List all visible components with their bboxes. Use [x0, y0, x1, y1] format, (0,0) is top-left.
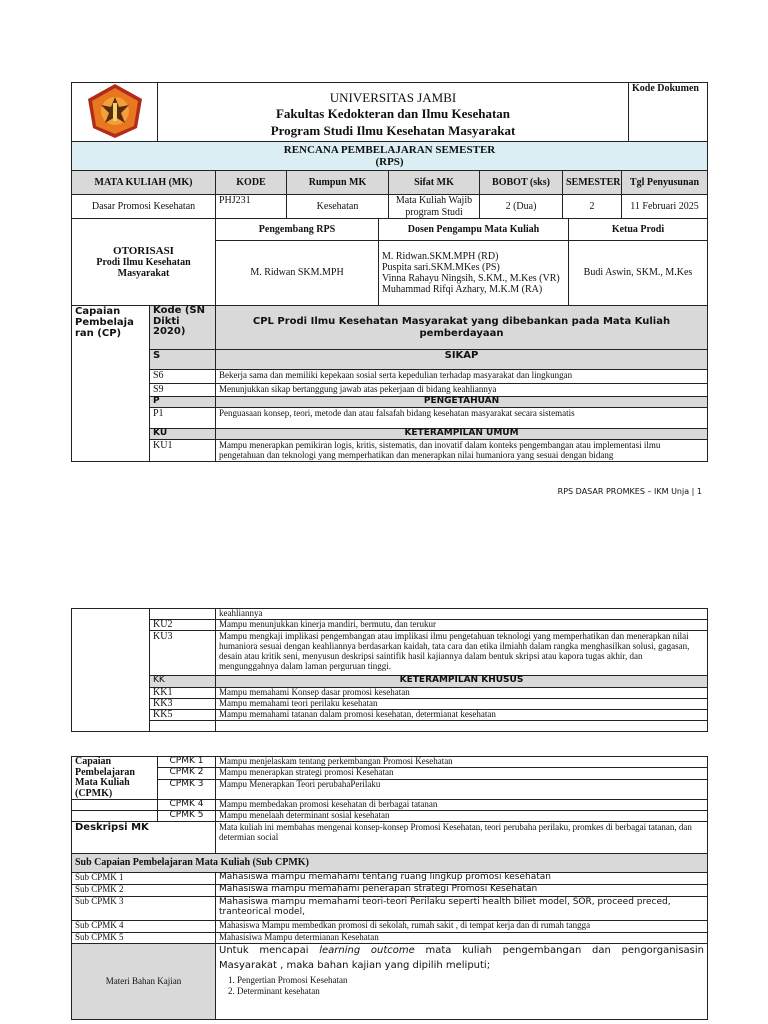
cpmk-text: Mampu menelaah determinant sosial kesehatan — [216, 811, 708, 822]
materi-list — [237, 975, 704, 996]
materi-item: 2. Determinant kesehatan — [237, 986, 704, 996]
materi-label: Materi Bahan Kajian — [72, 944, 216, 1020]
empty-cell — [72, 811, 158, 822]
sub-cpmk-code: Sub CPMK 3 — [72, 897, 216, 921]
mk-value: Dasar Promosi Kesehatan — [72, 195, 216, 219]
ku-title: KETERAMPILAN UMUM — [216, 429, 708, 440]
col-kode: KODE — [216, 171, 287, 195]
kk3-text: Mampu memahami teori perilaku kesehatan — [216, 699, 708, 710]
cpmk-code: CPMK 3 — [158, 779, 216, 800]
sub-cpmk-code: Sub CPMK 5 — [72, 933, 216, 944]
col-bobot: BOBOT (sks) — [480, 171, 563, 195]
otorisasi-sub: Prodi Ilmu Kesehatan Masyarakat — [96, 256, 191, 280]
pengembang-value: M. Ridwan SKM.MPH — [216, 241, 379, 306]
sub-cpmk-text: Mahasisiwa Mampu determianan Kesehatan — [216, 933, 708, 944]
s6-text: Bekerja sama dan memiliki kepekaan sosial serta kepedulian terhadap masyarakat dan lingkungan — [216, 370, 708, 384]
materi-content — [216, 944, 708, 1020]
materi-intro-b: mata kuliah pengembangan dan pengorganisasin Masyarakat , maka bahan kajian yang dipilih meliputi; — [219, 945, 704, 971]
s6-code: S6 — [150, 370, 216, 384]
ku3-code: KU3 — [150, 631, 216, 676]
dosen-item: M. Ridwan.SKM.MPH (RD) — [382, 250, 499, 262]
header-table — [71, 82, 708, 145]
p-code: P — [150, 397, 216, 408]
sub-cpmk-text: Mahasiswa mampu memahami teori-teori Perilaku seperti health biliet model, SOR, proceed preced, tranteorical model, — [216, 897, 708, 921]
s9-text: Menunjukkan sikap bertanggung jawab atas pekerjaan di bidang keahliannya — [216, 384, 708, 397]
logo-cell — [72, 83, 158, 145]
sub-cpmk-text: Mahasiswa mampu memahami penerapan strategi Promosi Kesehatan — [216, 885, 708, 897]
university-logo — [85, 83, 145, 139]
cpmk-text: Mampu menjelaskam tentang perkembangan Promosi Kesehatan — [216, 757, 708, 768]
col-sifat: Sifat MK — [389, 171, 480, 195]
col-ketua: Ketua Prodi — [569, 219, 708, 241]
p1-code: P1 — [150, 408, 216, 429]
dosen-item: Vinna Rahayu Ningsih, S.KM., M.Kes (VR) — [382, 273, 560, 284]
cpmk-code: CPMK 5 — [158, 811, 216, 822]
sub-cpmk-text: Mahasiswa mampu memahami tentang ruang lingkup promosi kesehatan — [216, 873, 708, 885]
semester-value: 2 — [563, 195, 622, 219]
materi-item: 1. Pengertian Promosi Kesehatan — [237, 975, 704, 985]
rps-title-line2: (RPS) — [375, 156, 404, 168]
otorisasi-table — [71, 218, 708, 306]
sikap-title: SIKAP — [216, 350, 708, 370]
cpmk-table — [71, 756, 708, 1020]
ketua-value: Budi Aswin, SKM., M.Kes — [569, 241, 708, 306]
cpmk-text: Mampu Menerapkan Teori perubahaPerilaku — [216, 779, 708, 800]
otorisasi-label: OTORISASI — [113, 244, 174, 257]
dosen-item: Muhammad Rifqi Azhary, M.K.M (RA) — [382, 284, 543, 296]
ku3-text: Mampu mengkaji implikasi pengembangan atau implikasi ilmu pengetahuan teknologi yang memperhatikan dan menerapkan nilai humaniora sesuai dengan keahliannya berdasarkan kaidah, tata cara dan etika ilmiahh dalam rangka menghasilkan solusi, gagasan, desain atau kritik seni, menyusun deskripsi saintifik hasil kajiannya dalam bentuk skripsi atau kapora tugas akhir, dan mengunggahnya dalam laman perguruan tinggi. — [216, 631, 708, 676]
kode-sn-label: Kode (SN Dikti 2020) — [150, 306, 216, 350]
institution-header — [158, 83, 629, 145]
cp-label-continued — [72, 609, 150, 732]
faculty-name: Fakultas Kedokteran dan Ilmu Kesehatan — [275, 106, 511, 122]
ku1-code: KU1 — [150, 440, 216, 462]
kk3-code: KK3 — [150, 699, 216, 710]
deskripsi-text: Mata kuliah ini membahas mengenai konsep-konsep Promosi Kesehatan, teori perubaha perilaku, promkes di berbagai tatanan, dan determian social — [216, 822, 708, 854]
cpl-header: CPL Prodi Ilmu Kesehatan Masyarakat yang dibebankan pada Mata Kuliah pemberdayaan — [216, 306, 708, 350]
kk-title: KETERAMPILAN KHUSUS — [216, 676, 708, 688]
rps-title — [72, 142, 708, 171]
kk-code: KK — [150, 676, 216, 688]
kode-value: PHJ231 — [216, 195, 287, 219]
empty-cell — [72, 800, 158, 811]
rps-table — [71, 141, 708, 219]
col-semester: SEMESTER — [563, 171, 622, 195]
col-dosen: Dosen Pengampu Mata Kuliah — [379, 219, 569, 241]
sub-cpmk-code: Sub CPMK 1 — [72, 873, 216, 885]
deskripsi-label: Deskripsi MK — [72, 822, 216, 854]
p-title: PENGETAHUAN — [216, 397, 708, 408]
bobot-value: 2 (Dua) — [480, 195, 563, 219]
rps-title-line1: RENCANA PEMBELAJARAN SEMESTER — [283, 143, 496, 156]
kk5-text: Mampu memahami tatanan dalam promosi kesehatan, determianat kesehatan — [216, 710, 708, 721]
cp-label: Capaian Pembelaja ran (CP) — [72, 306, 150, 462]
cpmk-text: Mampu menerapkan strategi promosi Kesehatan — [216, 768, 708, 779]
tgl-value: 11 Februari 2025 — [622, 195, 708, 219]
kk1-code: KK1 — [150, 688, 216, 699]
program-name: Program Studi Ilmu Kesehatan Masyarakat — [270, 122, 516, 138]
rumpun-value: Kesehatan — [287, 195, 389, 219]
sikap-code: S — [150, 350, 216, 370]
col-tgl: Tgl Penyusunan — [622, 171, 708, 195]
materi-intro-em: learning outcome — [319, 945, 415, 956]
cpmk-text: Mampu membedakan promosi kesehatan di berbagai tatanan — [216, 800, 708, 811]
s9-code: S9 — [150, 384, 216, 397]
sub-cpmk-code: Sub CPMK 4 — [72, 921, 216, 933]
sifat-value: Mata Kuliah Wajib program Studi — [389, 195, 480, 219]
ku1-text: Mampu menerapkan pemikiran logis, kritis, sistematis, dan inovatif dalam konteks pengembangan atau implementasi ilmu pengetahuan dan teknologi yang memperhatikan dan menerapkan nilai humaniora yang sesuai dengan bidang — [216, 440, 708, 462]
page-footer: RPS DASAR PROMKES – IKM Unja | 1 — [557, 487, 702, 496]
cpmk-code: CPMK 1 — [158, 757, 216, 768]
sub-cpmk-text: Mahasiswa Mampu membedkan promosi di sekolah, rumah sakit , di tempat kerja dan di rumah tangga — [216, 921, 708, 933]
cpmk-label: Capaian Pembelajaran Mata Kuliah (CPMK) — [72, 757, 158, 800]
ku1-code-continued — [150, 609, 216, 620]
materi-intro-a: Untuk mencapai — [219, 945, 320, 956]
kode-dokumen-label: Kode Dokumen — [632, 83, 699, 94]
kode-dokumen-cell — [629, 83, 708, 145]
col-pengembang: Pengembang RPS — [216, 219, 379, 241]
dosen-item: Puspita sari.SKM.MKes (PS) — [382, 261, 500, 273]
empty-cell — [150, 721, 216, 732]
cpmk-code: CPMK 2 — [158, 768, 216, 779]
cp-table — [71, 305, 708, 462]
col-mata-kuliah: MATA KULIAH (MK) — [72, 171, 216, 195]
sub-cpmk-header: Sub Capaian Pembelajaran Mata Kuliah (Sub CPMK) — [72, 854, 708, 873]
dosen-list — [379, 241, 569, 306]
empty-cell — [216, 721, 708, 732]
sub-cpmk-code: Sub CPMK 2 — [72, 885, 216, 897]
ku-code: KU — [150, 429, 216, 440]
col-rumpun: Rumpun MK — [287, 171, 389, 195]
cp-table-continued — [71, 608, 708, 732]
p1-text: Penguasaan konsep, teori, metode dan atau falsafah bidang kesehatan masyarakat secara sistematis — [216, 408, 708, 429]
otorisasi-cell — [72, 219, 216, 306]
kk5-code: KK5 — [150, 710, 216, 721]
kk1-text: Mampu memahami Konsep dasar promosi kesehatan — [216, 688, 708, 699]
ku2-text: Mampu menunjukkan kinerja mandiri, bermutu, dan terukur — [216, 620, 708, 631]
materi-intro — [219, 944, 704, 973]
cpmk-code: CPMK 4 — [158, 800, 216, 811]
ku1-text-continued: keahliannya — [216, 609, 708, 620]
ku2-code: KU2 — [150, 620, 216, 631]
university-name: UNIVERSITAS JAMBI — [329, 90, 457, 106]
